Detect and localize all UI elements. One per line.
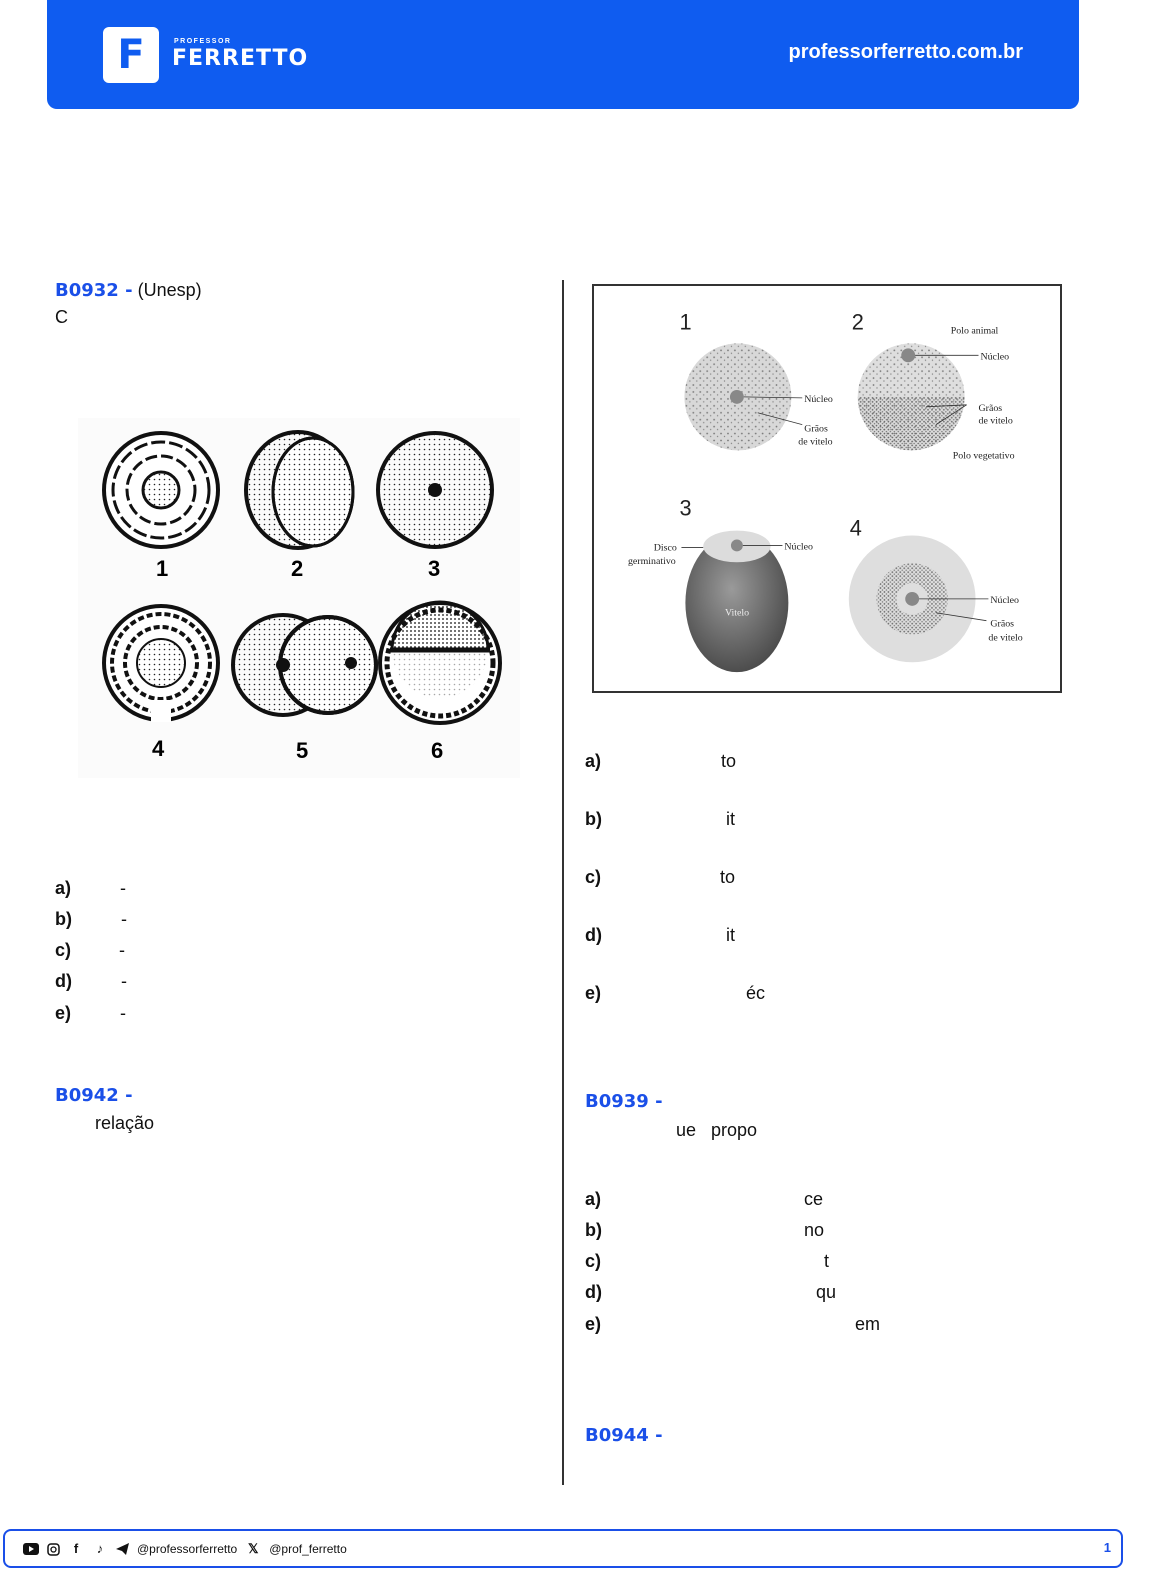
figure2-label: Grãos bbox=[978, 402, 1003, 414]
facebook-icon[interactable]: f bbox=[73, 1541, 79, 1556]
embryo-stages-figure bbox=[78, 418, 520, 778]
option-letter-d[interactable]: d) bbox=[585, 1282, 602, 1302]
figure1-label-1: 1 bbox=[156, 556, 169, 581]
stage-2-four-cells bbox=[246, 432, 353, 548]
option-text-c: - bbox=[119, 940, 125, 960]
figure2-label: Disco bbox=[653, 542, 677, 554]
figure2-label: de vitelo bbox=[988, 632, 1023, 644]
option-letter-b[interactable]: b) bbox=[585, 1220, 602, 1240]
figure2-label: Núcleo bbox=[804, 393, 833, 405]
question-text-line: C bbox=[55, 307, 68, 327]
option-text-e: em bbox=[855, 1314, 881, 1334]
figure2-label: Grãos bbox=[804, 423, 828, 435]
social-handle[interactable]: @prof_ferretto bbox=[269, 1542, 347, 1556]
question-source: (Unesp) bbox=[137, 280, 202, 300]
stage-3-zygote bbox=[378, 433, 492, 547]
figure2-number-2: 2 bbox=[851, 309, 864, 335]
figure1-label-3: 3 bbox=[428, 556, 441, 581]
question-code: B0944 - bbox=[585, 1425, 663, 1446]
figure2-label: Polo animal bbox=[950, 325, 999, 337]
figure1-label-5: 5 bbox=[296, 738, 309, 763]
instagram-icon[interactable] bbox=[47, 1543, 60, 1556]
option-letter-b[interactable]: b) bbox=[585, 809, 602, 829]
figure2-number-4: 4 bbox=[849, 515, 862, 541]
option-text-d: - bbox=[121, 971, 127, 991]
logo-small-text: PROFESSOR bbox=[174, 38, 232, 45]
x-icon[interactable]: 𝕏 bbox=[247, 1541, 259, 1556]
option-letter-c[interactable]: c) bbox=[585, 867, 602, 887]
figure1-label-4: 4 bbox=[152, 736, 165, 761]
option-letter-a[interactable]: a) bbox=[585, 751, 602, 771]
option-text-b: - bbox=[121, 909, 127, 929]
figure2-label: Núcleo bbox=[980, 351, 1010, 363]
figure2-label: germinativo bbox=[627, 556, 676, 568]
option-text-a: to bbox=[721, 751, 737, 771]
question-code: B0932 - bbox=[55, 280, 133, 301]
option-text-c: t bbox=[824, 1251, 830, 1271]
option-text-b: no bbox=[804, 1220, 825, 1240]
question-code: B0942 - bbox=[55, 1085, 133, 1106]
option-text-d: qu bbox=[816, 1282, 837, 1302]
option-text-e: éc bbox=[746, 983, 766, 1003]
option-letter-a[interactable]: a) bbox=[585, 1189, 602, 1209]
question-code: B0939 - bbox=[585, 1091, 663, 1112]
telegram-icon[interactable] bbox=[116, 1543, 129, 1555]
tiktok-icon[interactable]: ♪ bbox=[96, 1541, 104, 1556]
figure2-number-1: 1 bbox=[679, 309, 692, 335]
social-links bbox=[23, 1541, 347, 1557]
page-footer bbox=[3, 1529, 1123, 1568]
option-text-e: - bbox=[120, 1003, 126, 1023]
stage-4-gastrula bbox=[104, 606, 218, 722]
logo-icon bbox=[103, 27, 159, 83]
youtube-icon[interactable] bbox=[23, 1543, 39, 1555]
figure1-label-6: 6 bbox=[431, 738, 444, 763]
option-letter-e[interactable]: e) bbox=[55, 1003, 72, 1023]
option-letter-b[interactable]: b) bbox=[55, 909, 72, 929]
question-text-line: ue propo bbox=[676, 1120, 758, 1140]
question-heading-b0942 bbox=[55, 1085, 133, 1106]
column-divider bbox=[562, 280, 564, 1485]
figure2-label: de vitelo bbox=[798, 436, 833, 448]
site-url-link[interactable]: professorferretto.com.br bbox=[788, 41, 1023, 63]
option-text-c: to bbox=[720, 867, 736, 887]
figure2-label: de vitelo bbox=[978, 415, 1013, 427]
figure2-number-3: 3 bbox=[679, 495, 692, 521]
option-text-a: - bbox=[120, 878, 126, 898]
option-letter-c[interactable]: c) bbox=[585, 1251, 602, 1271]
option-text-d: it bbox=[726, 925, 735, 945]
stage-6-blastula bbox=[380, 602, 500, 723]
figure2-label: Polo vegetativo bbox=[952, 450, 1015, 462]
logo-letter: F bbox=[117, 32, 145, 78]
stage-1-morula bbox=[104, 433, 218, 547]
question-heading-b0939 bbox=[585, 1091, 663, 1112]
stage-5-two-cells bbox=[233, 615, 376, 715]
option-letter-d[interactable]: d) bbox=[585, 925, 602, 945]
option-letter-e[interactable]: e) bbox=[585, 983, 602, 1003]
page-number: 1 bbox=[1103, 1540, 1111, 1555]
option-text-b: it bbox=[726, 809, 735, 829]
page-header bbox=[47, 0, 1079, 109]
figure1-label-2: 2 bbox=[291, 556, 304, 581]
question-heading-b0944 bbox=[585, 1425, 663, 1446]
option-letter-e[interactable]: e) bbox=[585, 1314, 602, 1334]
option-text-a: ce bbox=[804, 1189, 824, 1209]
question-text-line: relação bbox=[95, 1113, 155, 1133]
egg-types-figure bbox=[592, 284, 1062, 693]
social-handle[interactable]: @professorferretto bbox=[137, 1542, 238, 1556]
figure2-label: Núcleo bbox=[784, 541, 813, 553]
logo-brand-text: FERRETTO bbox=[172, 46, 309, 71]
figure2-label: Núcleo bbox=[990, 594, 1019, 606]
option-letter-d[interactable]: d) bbox=[55, 971, 72, 991]
option-letter-a[interactable]: a) bbox=[55, 878, 72, 898]
option-letter-c[interactable]: c) bbox=[55, 940, 72, 960]
question-heading-b0932 bbox=[55, 280, 202, 301]
figure2-label: Grãos bbox=[990, 618, 1015, 630]
figure2-label: Vitelo bbox=[725, 607, 750, 619]
